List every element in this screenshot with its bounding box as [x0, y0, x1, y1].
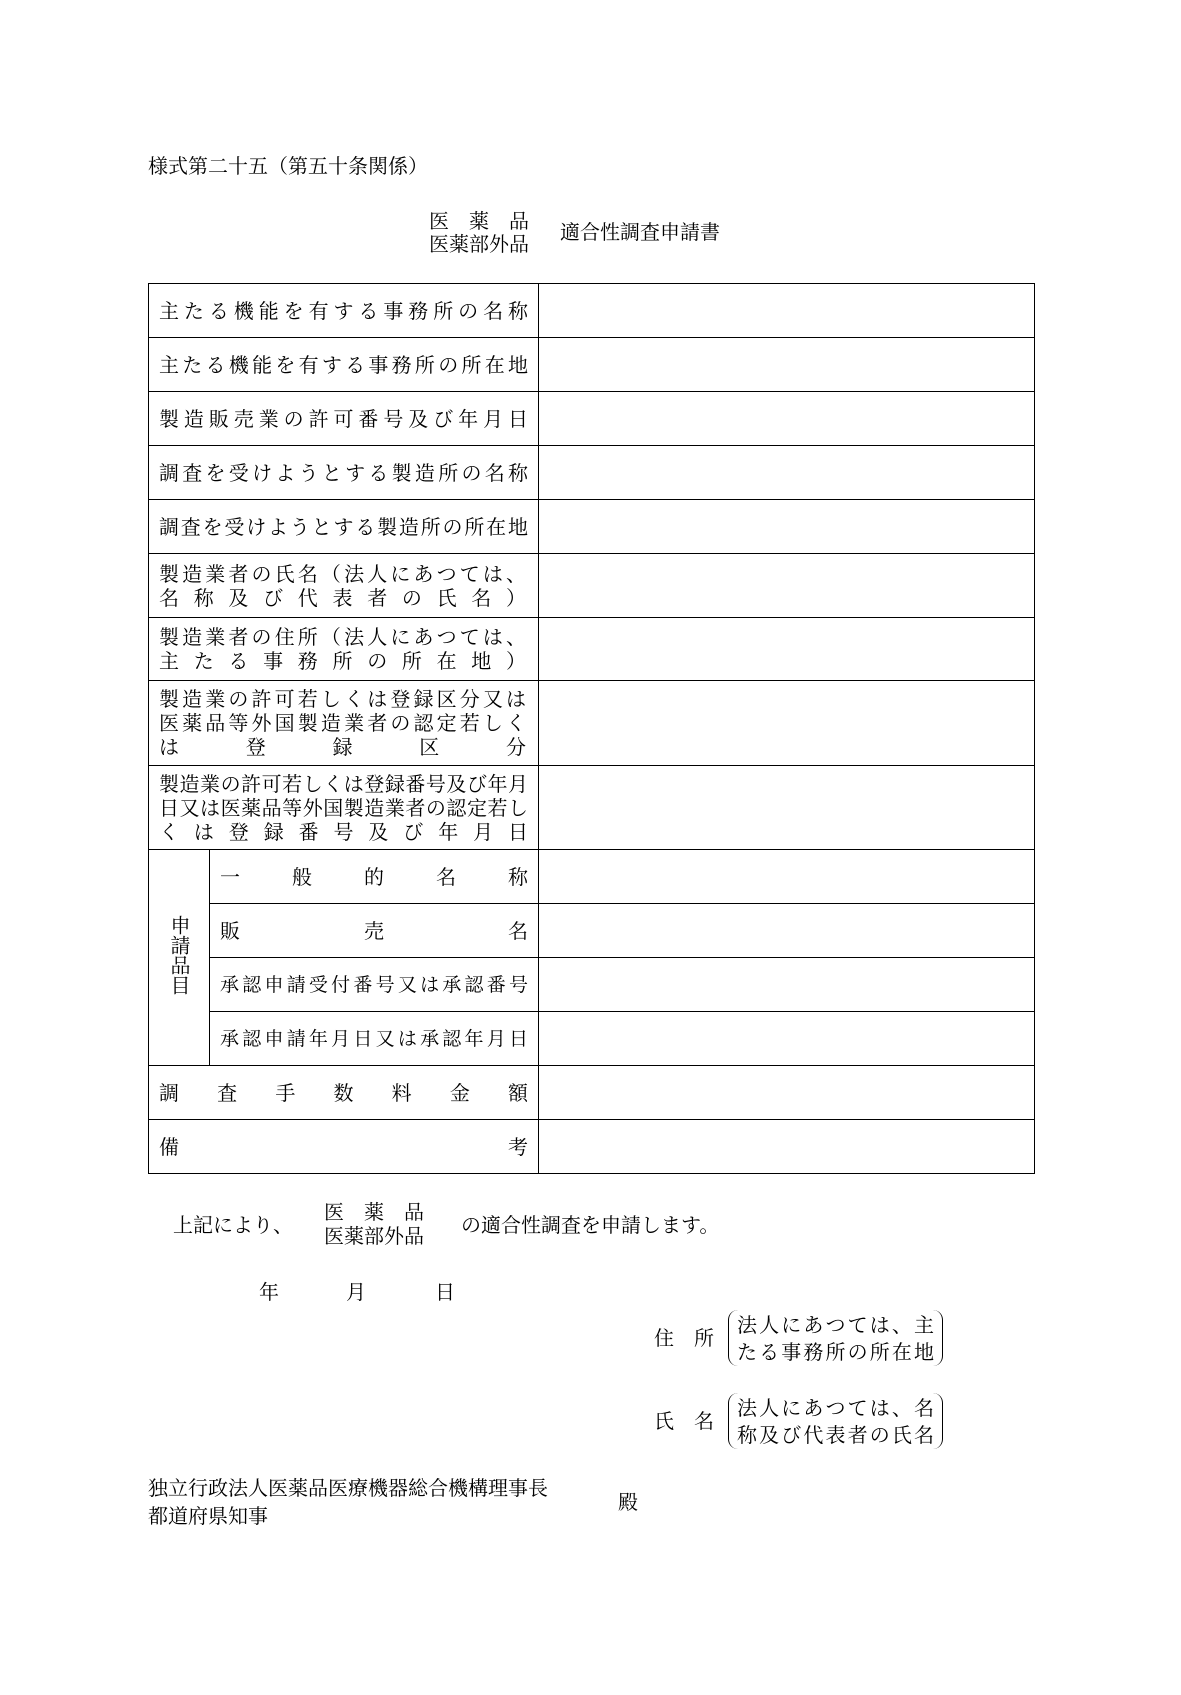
- row-value-field[interactable]: [539, 554, 1035, 618]
- row-value-field[interactable]: [539, 1066, 1035, 1120]
- title-option-pharmaceutical: 医 薬 品: [429, 209, 529, 233]
- addressee-pmda: 独立行政法人医薬品医療機器総合機構理事長: [148, 1476, 548, 1500]
- table-row: [149, 1120, 1035, 1174]
- row-value-field[interactable]: [539, 392, 1035, 446]
- row-value-field[interactable]: [539, 681, 1035, 766]
- addressee-honorific: 殿: [618, 1490, 638, 1514]
- date-day: 日: [435, 1280, 455, 1304]
- form-number: 様式第二十五（第五十条関係）: [148, 154, 428, 178]
- table-row: [149, 1066, 1035, 1120]
- name-note-line: 称及び代表者の氏名: [737, 1423, 934, 1447]
- row-value-field[interactable]: [539, 850, 1035, 904]
- table-row: [149, 904, 1035, 958]
- group-label: 申請品目: [167, 915, 191, 995]
- row-value-field[interactable]: [539, 446, 1035, 500]
- row-label: 備考: [149, 1120, 539, 1174]
- row-label: 承認申請年月日又は承認年月日: [210, 1012, 539, 1066]
- row-label: 製造販売業の許可番号及び年月日: [149, 392, 539, 446]
- declaration-option-quasi-drug: 医薬部外品: [324, 1224, 424, 1248]
- declaration-prefix: 上記により、: [173, 1213, 293, 1237]
- declaration-option-pharmaceutical: 医 薬 品: [324, 1200, 424, 1224]
- table-row: [149, 500, 1035, 554]
- address-note: [728, 1310, 943, 1366]
- address-note-line: 法人にあつては、主: [737, 1313, 934, 1337]
- table-row: [149, 392, 1035, 446]
- table-row: [149, 446, 1035, 500]
- row-label: 承認申請受付番号又は承認番号: [210, 958, 539, 1012]
- row-label: 製造業の許可若しくは登録番号及び年月日又は医薬品等外国製造業者の認定若しくは登録番号及び年月日: [149, 766, 539, 850]
- row-label: 製造業の許可若しくは登録区分又は医薬品等外国製造業者の認定若しくは登録区分: [149, 681, 539, 766]
- row-label: 調査手数料金額: [149, 1066, 539, 1120]
- addressee-governor: 都道府県知事: [148, 1504, 268, 1528]
- row-label: 製造業者の氏名（法人にあつては、名称及び代表者の氏名）: [149, 554, 539, 618]
- title-option-quasi-drug: 医薬部外品: [429, 232, 529, 256]
- date-month: 月: [346, 1280, 366, 1304]
- table-row: [149, 284, 1035, 338]
- name-note: [728, 1393, 943, 1449]
- name-note-line: 法人にあつては、名: [737, 1396, 934, 1420]
- application-form-table: [148, 283, 1035, 1174]
- applied-item-group: [149, 850, 210, 1066]
- table-row: [149, 618, 1035, 681]
- row-value-field[interactable]: [539, 958, 1035, 1012]
- table-row: [149, 958, 1035, 1012]
- row-value-field[interactable]: [539, 284, 1035, 338]
- table-row: [149, 850, 1035, 904]
- row-value-field[interactable]: [539, 1012, 1035, 1066]
- row-label: 調査を受けようとする製造所の所在地: [149, 500, 539, 554]
- table-row: [149, 1012, 1035, 1066]
- date-year: 年: [259, 1280, 279, 1304]
- row-label: 製造業者の住所（法人にあつては、主たる事務所の所在地）: [149, 618, 539, 681]
- table-row: [149, 338, 1035, 392]
- row-label: 調査を受けようとする製造所の名称: [149, 446, 539, 500]
- row-value-field[interactable]: [539, 1120, 1035, 1174]
- row-label: 販売名: [210, 904, 539, 958]
- row-value-field[interactable]: [539, 618, 1035, 681]
- table-row: [149, 681, 1035, 766]
- name-label: 氏 名: [654, 1409, 714, 1433]
- declaration-suffix: の適合性調査を申請します。: [461, 1213, 720, 1237]
- row-label: 主たる機能を有する事務所の名称: [149, 284, 539, 338]
- row-value-field[interactable]: [539, 500, 1035, 554]
- row-value-field[interactable]: [539, 904, 1035, 958]
- table-row: [149, 554, 1035, 618]
- address-note-line: たる事務所の所在地: [737, 1340, 934, 1364]
- row-value-field[interactable]: [539, 766, 1035, 850]
- address-label: 住 所: [654, 1326, 714, 1350]
- row-label: 主たる機能を有する事務所の所在地: [149, 338, 539, 392]
- page-title: 適合性調査申請書: [560, 220, 720, 244]
- row-label: 一般的名称: [210, 850, 539, 904]
- table-row: [149, 766, 1035, 850]
- row-value-field[interactable]: [539, 338, 1035, 392]
